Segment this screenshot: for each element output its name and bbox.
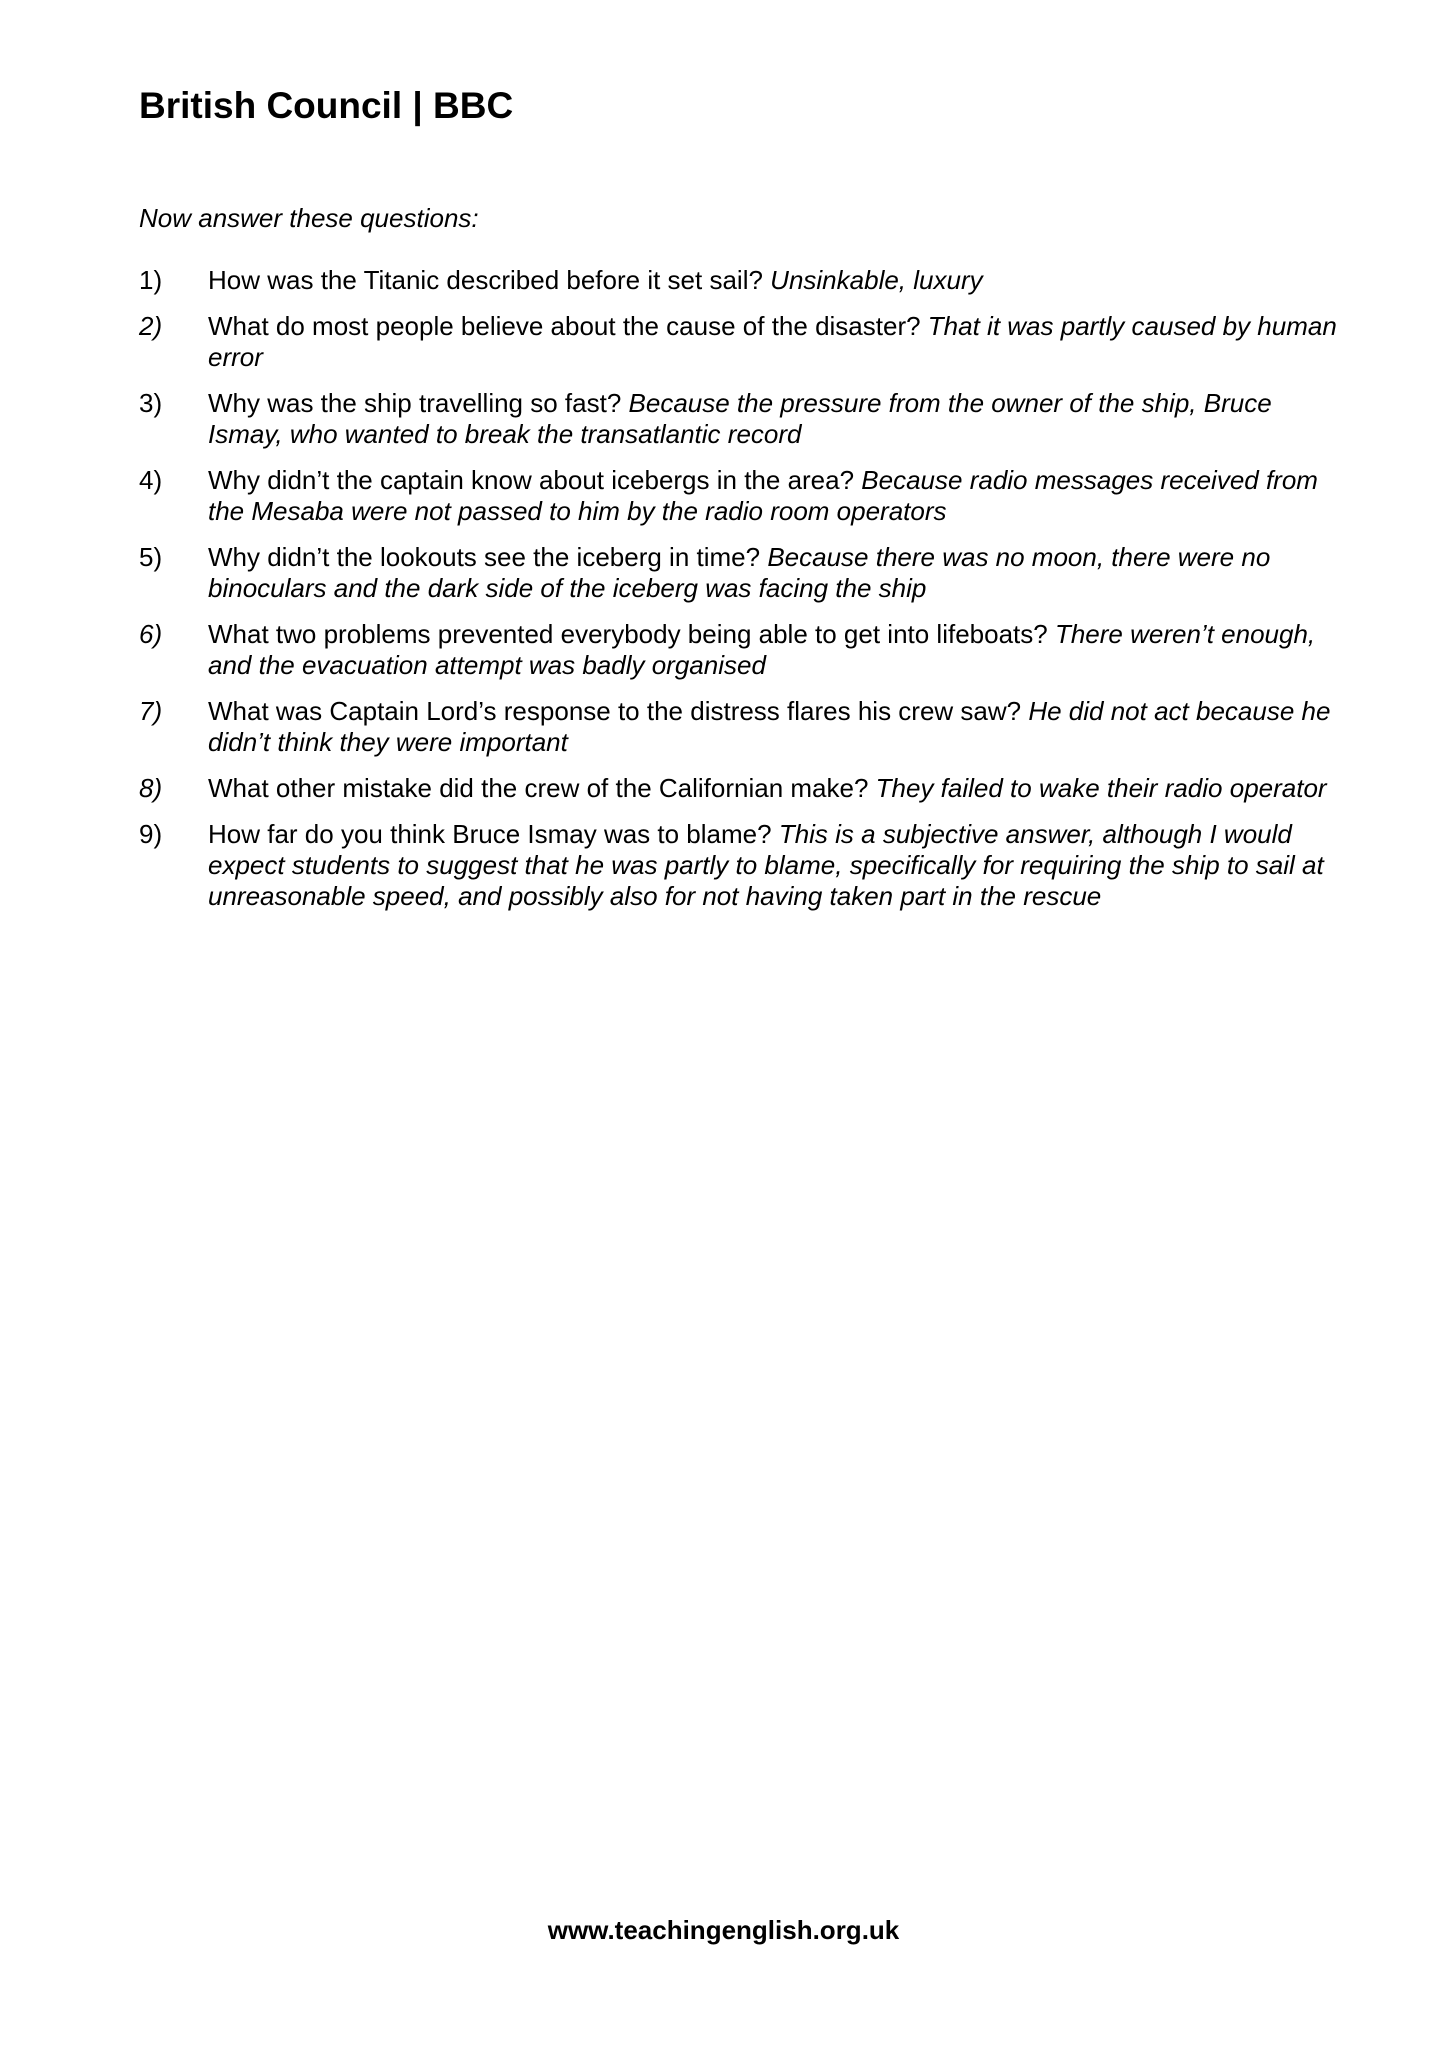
question-number: 7) [139, 696, 163, 726]
question-item [139, 619, 1339, 681]
answer-text: This is a subjective answer, although I would expect students to suggest that he was partly to blame, specifically for requiring the ship to sail at unreasonable speed, and possibly also for not having taken part in the rescue [208, 819, 1324, 911]
question-item [139, 696, 1339, 758]
question-item [139, 542, 1339, 604]
question-item [139, 773, 1339, 804]
question-number: 3) [139, 388, 163, 418]
question-text: What other mistake did the crew of the Californian make? [208, 773, 876, 803]
question-body [208, 542, 1339, 604]
question-body [208, 696, 1339, 758]
question-list [139, 265, 1339, 927]
answer-text: Unsinkable, luxury [770, 265, 983, 295]
page-title: British Council | BBC [139, 85, 514, 126]
answer-text: There weren’t enough, and the evacuation attempt was badly organised [208, 619, 1316, 680]
question-body [208, 465, 1339, 527]
question-number: 4) [139, 465, 163, 495]
answer-text: Because radio messages received from the Mesaba were not passed to him by the radio room operators [208, 465, 1318, 526]
question-body [208, 311, 1339, 373]
question-text: Why didn’t the captain know about icebergs in the area? [208, 465, 862, 495]
answer-text: Because the pressure from the owner of the ship, Bruce Ismay, who wanted to break the transatlantic record [208, 388, 1272, 449]
question-text: What was Captain Lord’s response to the distress flares his crew saw? [208, 696, 1029, 726]
answer-text: Because there was no moon, there were no binoculars and the dark side of the iceberg was facing the ship [208, 542, 1271, 603]
question-text: Why was the ship travelling so fast? [208, 388, 629, 418]
question-text: Why didn’t the lookouts see the iceberg in time? [208, 542, 768, 572]
answer-text: That it was partly caused by human error [208, 311, 1337, 372]
question-number: 9) [139, 819, 163, 849]
question-item [139, 819, 1339, 912]
instructions-text: Now answer these questions: [139, 203, 479, 233]
question-text: What two problems prevented everybody being able to get into lifeboats? [208, 619, 1055, 649]
question-item [139, 465, 1339, 527]
question-number: 6) [139, 619, 163, 649]
question-body [208, 819, 1339, 912]
question-item [139, 265, 1339, 296]
question-number: 1) [139, 265, 163, 295]
question-text: How was the Titanic described before it set sail? [208, 265, 771, 295]
question-body [208, 619, 1339, 681]
question-body [208, 773, 1339, 804]
answer-text: He did not act because he didn’t think they were important [208, 696, 1331, 757]
question-text: How far do you think Bruce Ismay was to blame? [208, 819, 779, 849]
question-body [208, 265, 1339, 296]
question-text: What do most people believe about the cause of the disaster? [208, 311, 928, 341]
question-item [139, 388, 1339, 450]
question-body [208, 388, 1339, 450]
question-number: 2) [139, 311, 163, 341]
footer-url: www.teachingenglish.org.uk [547, 1915, 900, 1945]
answer-text: They failed to wake their radio operator [875, 773, 1327, 803]
question-item [139, 311, 1339, 373]
question-number: 8) [139, 773, 163, 803]
question-number: 5) [139, 542, 163, 572]
